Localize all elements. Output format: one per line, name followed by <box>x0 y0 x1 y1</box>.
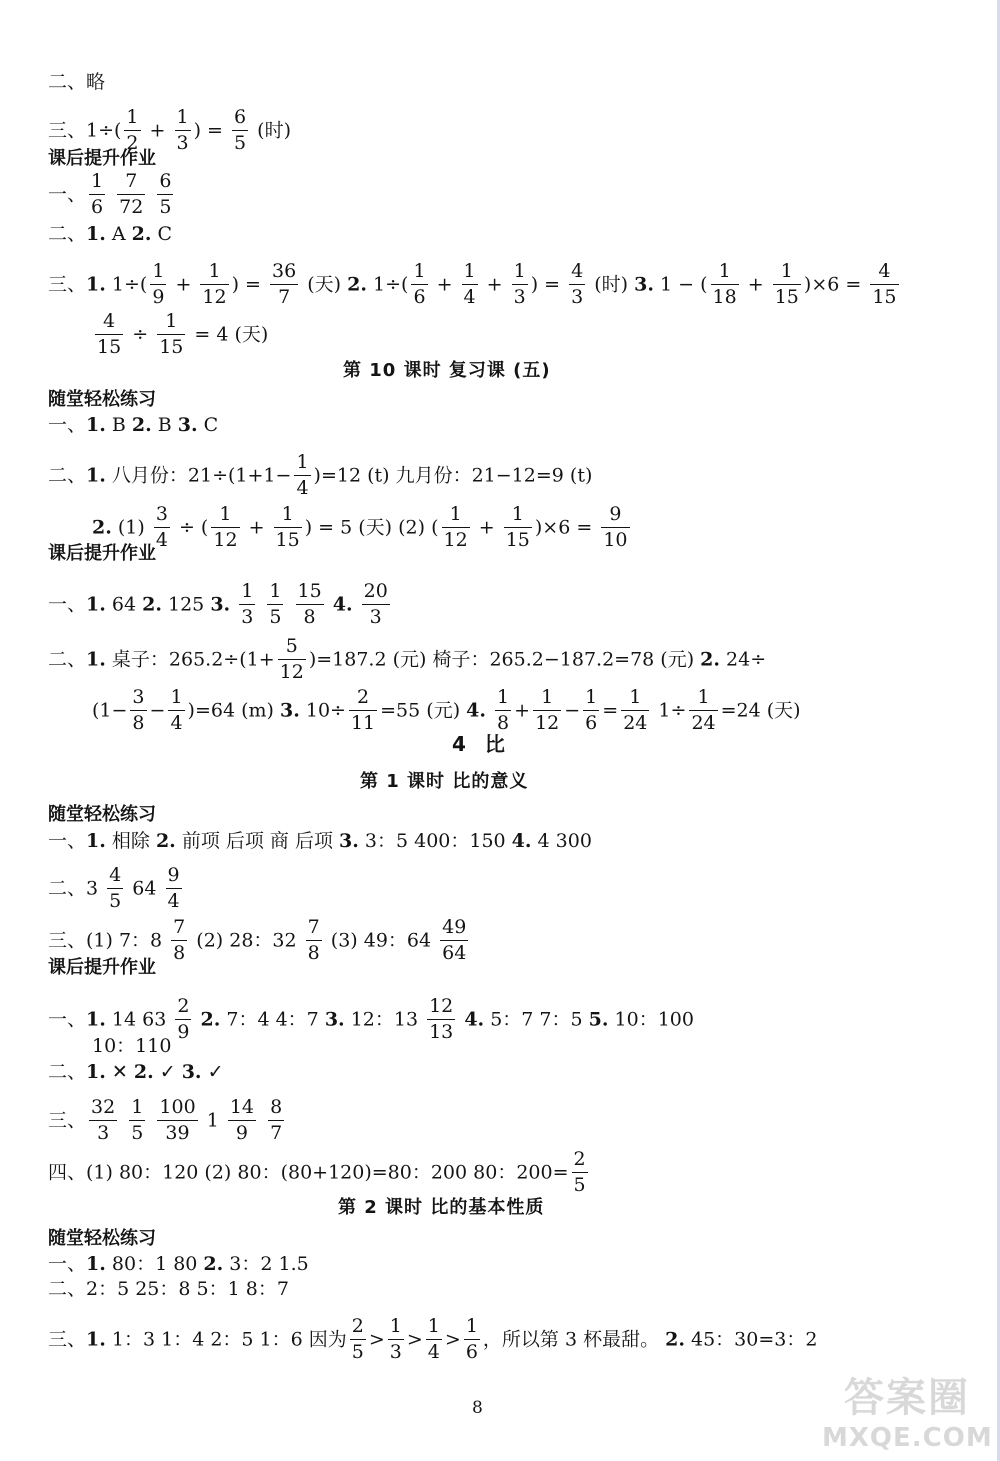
item-number: 4. <box>466 699 486 722</box>
line: 二、1. 八月份：21÷(1+1− $\frac{1}{4}$ )=12 (t) 九月份：21−12=9 (t) <box>48 451 593 499</box>
fraction: $\frac{32}{3}$ <box>91 1096 116 1144</box>
watermark-logo-text: 答案圈 <box>844 1375 970 1421</box>
item-number: 2. <box>131 414 152 436</box>
item-number: 3. <box>210 593 231 616</box>
item-number: 1. <box>86 1008 106 1031</box>
item-number: 1. <box>86 464 106 487</box>
fraction: $\frac{8}{7}$ <box>270 1096 283 1144</box>
fraction: $\frac{1}{3}$ <box>513 260 526 308</box>
fraction: $\frac{6}{5}$ <box>159 170 172 218</box>
fraction: $\frac{3}{8}$ <box>132 686 145 734</box>
watermark-logo <box>822 1366 992 1453</box>
fraction: $\frac{12}{13}$ <box>429 995 454 1043</box>
item-number: 2. <box>155 830 176 852</box>
line: 一、1. 相除 2. 前项 后项 商 后项 3. 3：5 400：150 4. 4 300 <box>48 830 592 852</box>
line: 二、略 <box>48 71 106 93</box>
fraction: $\frac{1}{3}$ <box>389 1315 402 1363</box>
fraction: $\frac{6}{5}$ <box>234 106 247 154</box>
line: 一、1. 64 2. 125 3. $\frac{1}{3}$ $\frac{1}{5}$ $\frac{15}{8}$ 4. $\frac{20}{3}$ <box>48 580 388 628</box>
fraction: $\frac{4}{3}$ <box>571 260 584 308</box>
item-number: 3. <box>177 414 198 436</box>
fraction: $\frac{1}{15}$ <box>774 260 799 308</box>
fraction: $\frac{1}{6}$ <box>413 260 426 308</box>
fraction: $\frac{1}{4}$ <box>170 686 183 734</box>
item-number: 3. <box>634 273 654 296</box>
fraction: $\frac{2}{5}$ <box>573 1148 586 1196</box>
fraction: $\frac{1}{6}$ <box>585 686 598 734</box>
line: (1− $\frac{3}{8}$ − $\frac{1}{4}$ )=64 (m) 3. 10÷ $\frac{2}{11}$ =55 (元) 4. $\frac{1}{8}$ + $\frac{1}{12}$ − $\frac{1}{6}$ = $\frac{1}{24}$ 1÷ $\frac{1}{24}$ =24 (天) <box>92 686 801 734</box>
fraction: $\frac{4}{15}$ <box>872 260 897 308</box>
item-number: 2. <box>203 1253 224 1275</box>
item-number: 4. <box>464 1008 485 1031</box>
fraction: $\frac{5}{12}$ <box>279 635 304 683</box>
fraction: $\frac{20}{3}$ <box>363 580 388 628</box>
fraction: $\frac{14}{9}$ <box>229 1096 255 1144</box>
fraction: $\frac{1}{3}$ <box>176 106 189 154</box>
fraction: $\frac{1}{6}$ <box>91 170 104 218</box>
line: 二、1. ✕ 2. ✓ 3. ✓ <box>48 1061 224 1083</box>
item-number: 3. <box>339 830 359 852</box>
line: 四、(1) 80：120 (2) 80：(80+120)=80：200 80：200= $\frac{2}{5}$ <box>48 1148 586 1196</box>
line: 一、1. 14 63 $\frac{2}{9}$ 2. 7：4 4：7 3. 12：13 $\frac{12}{13}$ 4. 5：7 7：5 5. 10：100 <box>48 995 694 1043</box>
line: 三、1. 1：3 1：4 2：5 1：6 因为 $\frac{2}{5}$ > $\frac{1}{3}$ > $\frac{1}{4}$ > $\frac{1}{6}$ ，所以第 3 杯最甜。 2. 45：30=3：2 <box>48 1315 818 1363</box>
line: 一、1. 80：1 80 2. 3：2 1.5 <box>48 1253 309 1275</box>
line: 一、 $\frac{1}{6}$ $\frac{7}{72}$ $\frac{6}{5}$ <box>48 170 172 218</box>
page-number: 8 <box>472 1398 483 1418</box>
section-heading: 课后提升作业 <box>48 957 156 978</box>
fraction: $\frac{1}{6}$ <box>465 1315 478 1363</box>
line: 二、1. A 2. C <box>48 223 173 245</box>
item-number: 2. <box>200 1008 221 1031</box>
fraction: $\frac{2}{11}$ <box>350 686 376 734</box>
item-number: 1. <box>86 1253 106 1275</box>
fraction: $\frac{1}{8}$ <box>497 686 510 734</box>
section-heading: 课后提升作业 <box>48 148 156 169</box>
item-number: 2. <box>92 516 112 539</box>
fraction: $\frac{1}{18}$ <box>712 260 737 308</box>
item-number: 1. <box>86 223 106 245</box>
item-number: 1. <box>86 273 106 296</box>
fraction: $\frac{1}{4}$ <box>463 260 476 308</box>
item-number: 1. <box>86 593 106 616</box>
line: 三、 $\frac{32}{3}$ $\frac{1}{5}$ $\frac{100}{39}$ 1 $\frac{14}{9}$ $\frac{8}{7}$ <box>48 1096 283 1144</box>
item-number: 3. <box>279 699 300 722</box>
item-number: 2. <box>131 223 152 245</box>
fraction: $\frac{1}{2}$ <box>126 106 139 154</box>
fraction: $\frac{1}{9}$ <box>152 260 165 308</box>
fraction: $\frac{49}{64}$ <box>442 916 467 964</box>
fraction: $\frac{1}{12}$ <box>443 503 468 551</box>
fraction: $\frac{1}{15}$ <box>505 503 530 551</box>
fraction: $\frac{1}{24}$ <box>691 686 716 734</box>
fraction: $\frac{1}{15}$ <box>275 503 300 551</box>
item-number: 1. <box>86 414 106 436</box>
line: 一、1. B 2. B 3. C <box>48 414 219 436</box>
section-heading: 随堂轻松练习 <box>48 804 156 825</box>
line: $\frac{4}{15}$ ÷ $\frac{1}{15}$ = 4 (天) <box>97 310 269 358</box>
fraction: $\frac{2}{5}$ <box>351 1315 364 1363</box>
lesson-title: 第 1 课时 比的意义 <box>360 771 529 792</box>
unit-title: 4 比 <box>452 732 511 756</box>
fraction: $\frac{1}{5}$ <box>131 1096 144 1144</box>
line: 二、3 $\frac{4}{5}$ 64 $\frac{9}{4}$ <box>48 864 180 912</box>
fraction: $\frac{36}{7}$ <box>272 260 297 308</box>
fraction: $\frac{1}{12}$ <box>535 686 560 734</box>
line: 三、1÷( $\frac{1}{2}$ + $\frac{1}{3}$ ) = $\frac{6}{5}$ (时) <box>48 106 291 154</box>
fraction: $\frac{7}{72}$ <box>119 170 144 218</box>
lesson-title: 第 2 课时 比的基本性质 <box>338 1197 545 1218</box>
item-number: 1. <box>86 1061 106 1083</box>
fraction: $\frac{1}{5}$ <box>269 580 282 628</box>
item-number: 1. <box>86 1328 106 1351</box>
item-number: 2. <box>133 1061 154 1083</box>
fraction: $\frac{1}{12}$ <box>213 503 238 551</box>
item-number: 3. <box>324 1008 345 1031</box>
section-heading: 课后提升作业 <box>48 543 156 564</box>
fraction: $\frac{3}{4}$ <box>155 503 168 551</box>
fraction: $\frac{1}{15}$ <box>159 310 184 358</box>
line: 10：110 <box>92 1035 172 1057</box>
fraction: $\frac{2}{9}$ <box>177 995 190 1043</box>
line: 2. (1) $\frac{3}{4}$ ÷ ( $\frac{1}{12}$ + $\frac{1}{15}$ ) = 5 (天) (2) ( $\frac{1}{12}$ + $\frac{1}{15}$ )×6 = $\frac{9}{10}$ <box>92 503 628 551</box>
item-number: 5. <box>588 1008 609 1031</box>
item-number: 4. <box>332 593 353 616</box>
lesson-title: 第 10 课时 复习课 (五) <box>343 360 551 381</box>
section-heading: 随堂轻松练习 <box>48 1228 156 1249</box>
item-number: 2. <box>347 273 367 296</box>
item-number: 3. <box>181 1061 202 1083</box>
fraction: $\frac{7}{8}$ <box>173 916 186 964</box>
fraction: $\frac{9}{4}$ <box>167 864 180 912</box>
item-number: 2. <box>142 593 162 616</box>
line: 三、(1) 7：8 $\frac{7}{8}$ (2) 28：32 $\frac{7}{8}$ (3) 49：64 $\frac{49}{64}$ <box>48 916 467 964</box>
item-number: 4. <box>511 830 532 852</box>
section-heading: 随堂轻松练习 <box>48 389 156 410</box>
fraction: $\frac{1}{4}$ <box>427 1315 440 1363</box>
item-number: 1. <box>86 648 106 671</box>
item-number: 2. <box>665 1328 685 1351</box>
fraction: $\frac{100}{39}$ <box>159 1096 196 1144</box>
line: 二、2：5 25：8 5：1 8：7 <box>48 1278 289 1300</box>
line: 二、1. 桌子：265.2÷(1+ $\frac{5}{12}$ )=187.2 (元) 椅子：265.2−187.2=78 (元) 2. 24÷ <box>48 635 767 683</box>
fraction: $\frac{9}{10}$ <box>603 503 628 551</box>
fraction: $\frac{4}{5}$ <box>109 864 122 912</box>
fraction: $\frac{7}{8}$ <box>307 916 320 964</box>
fraction: $\frac{4}{15}$ <box>97 310 122 358</box>
fraction: $\frac{15}{8}$ <box>297 580 322 628</box>
fraction: $\frac{1}{4}$ <box>296 451 309 499</box>
item-number: 1. <box>86 830 106 852</box>
fraction: $\frac{1}{3}$ <box>241 580 254 628</box>
fraction: $\frac{1}{12}$ <box>202 260 227 308</box>
watermark-site-text: MXQE.COM <box>822 1423 993 1453</box>
item-number: 2. <box>700 648 721 671</box>
fraction: $\frac{1}{24}$ <box>623 686 648 734</box>
line: 三、1. 1÷( $\frac{1}{9}$ + $\frac{1}{12}$ ) = $\frac{36}{7}$ (天) 2. 1÷( $\frac{1}{6}$ + $\frac{1}{4}$ + $\frac{1}{3}$ ) = $\frac{4}{3}$ (时) 3. 1 − ( $\frac{1}{18}$ + $\frac{1}{15}$ )×6 = $\frac{4}{15}$ <box>48 260 897 308</box>
